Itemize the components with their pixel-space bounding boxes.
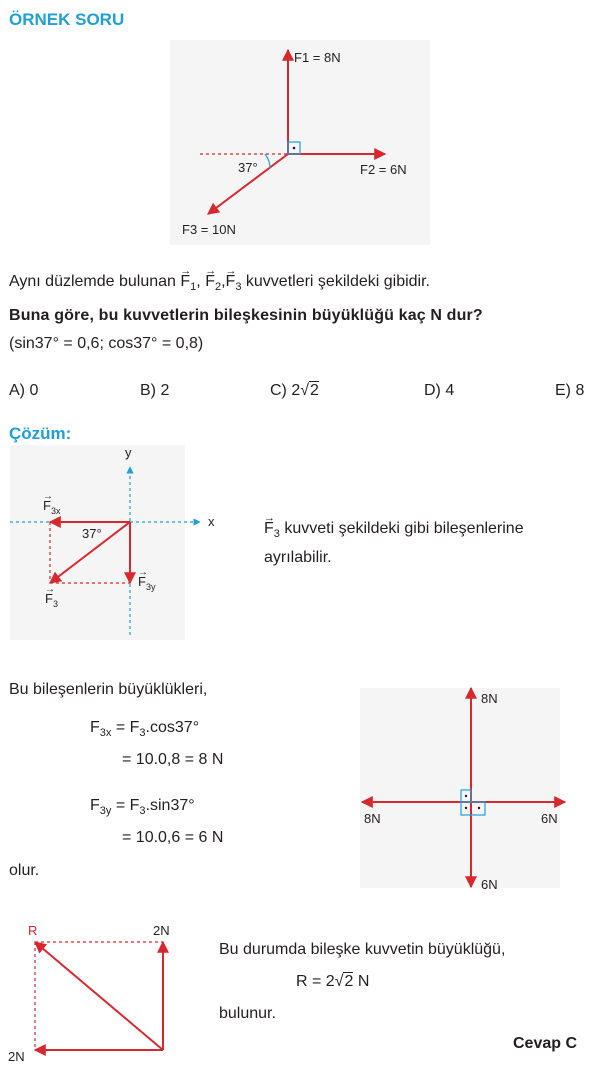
- f2-label: F2 = 6N: [360, 162, 407, 177]
- eq-f3y-1: $F_{3y} = F_3.\sin 37^\circ$: [90, 797, 195, 818]
- solution-heading: Çözüm:: [9, 424, 72, 443]
- r-label: R: [28, 923, 38, 938]
- label-left-8n: 8N: [364, 811, 381, 826]
- svg-text:→: →: [138, 567, 148, 578]
- label-right-6n: 6N: [541, 811, 558, 826]
- question-text-a: Aynı düzlemde bulunan: [9, 273, 176, 290]
- component-forces-diagram: [355, 683, 575, 893]
- components-intro: Bu bileşenlerin büyüklükleri,: [9, 681, 208, 698]
- label-down-6n: 6N: [481, 877, 498, 892]
- left-2n-label: 2N: [8, 1049, 25, 1064]
- f3y-label: $F_{3y}$: [138, 574, 156, 592]
- answer-label: Cevap C: [513, 1035, 578, 1052]
- x-label: x: [208, 514, 215, 529]
- choice-d[interactable]: D) 4: [424, 382, 455, 399]
- angle-37-label: 37°: [82, 526, 102, 541]
- decomposition-diagram: [10, 445, 240, 640]
- question-line-3: (sin37° = 0,6; cos37° = 0,8): [9, 335, 204, 352]
- f3-label: F3 = 10N: [182, 222, 236, 237]
- question-line-2: Buna göre, bu kuvvetlerin bileşkesinin büyüklüğü kaç N dur?: [9, 307, 483, 324]
- resultant-diagram: [5, 918, 205, 1068]
- y-label: y: [125, 445, 132, 460]
- olur-text: olur.: [9, 862, 40, 879]
- decomposition-text: → $F_3$ kuvveti şekildeki gibi bileşenlerine: [264, 519, 589, 544]
- resultant-arrow: [35, 942, 163, 1050]
- eq-f3x-2: = 10.0,8 = 8 N: [122, 751, 224, 768]
- f1-label: F1 = 8N: [294, 50, 341, 65]
- choice-a[interactable]: A) 0: [9, 382, 39, 399]
- top-2n-label: 2N: [153, 923, 170, 938]
- svg-text:→: →: [43, 491, 53, 502]
- result-line-3: bulunur.: [219, 1005, 276, 1022]
- svg-text:→: →: [45, 584, 55, 595]
- result-line-2: R = 2√2 N: [296, 973, 370, 990]
- eq-f3y-2: = 10.0,6 = 6 N: [122, 829, 224, 846]
- choice-b[interactable]: B) 2: [140, 382, 170, 399]
- label-up-8n: 8N: [481, 691, 498, 706]
- f3-label-2: $F_3$: [45, 591, 58, 609]
- angle-label: 37°: [238, 160, 258, 175]
- question-line-1: Aynı düzlemde bulunan → $F_1$, → $F_2,\to F_3$ kuvvetleri şekildeki gibidir.: [9, 272, 430, 297]
- result-line-1: Bu durumda bileşke kuvvetin büyüklüğü,: [219, 941, 506, 958]
- f3x-label: $F_{3x}$: [43, 498, 61, 516]
- eq-f3x-1: $F_{3x} = F_3.\cos 37^\circ$: [90, 719, 200, 740]
- choice-e[interactable]: E) 8: [555, 382, 585, 399]
- example-heading: ÖRNEK SORU: [9, 10, 125, 29]
- force-diagram-1: [170, 40, 430, 245]
- choice-c[interactable]: C) 2√2: [270, 382, 319, 399]
- question-text-b: kuvvetleri şekildeki gibidir.: [245, 273, 430, 290]
- decomposition-text-2: ayrılabilir.: [264, 549, 332, 566]
